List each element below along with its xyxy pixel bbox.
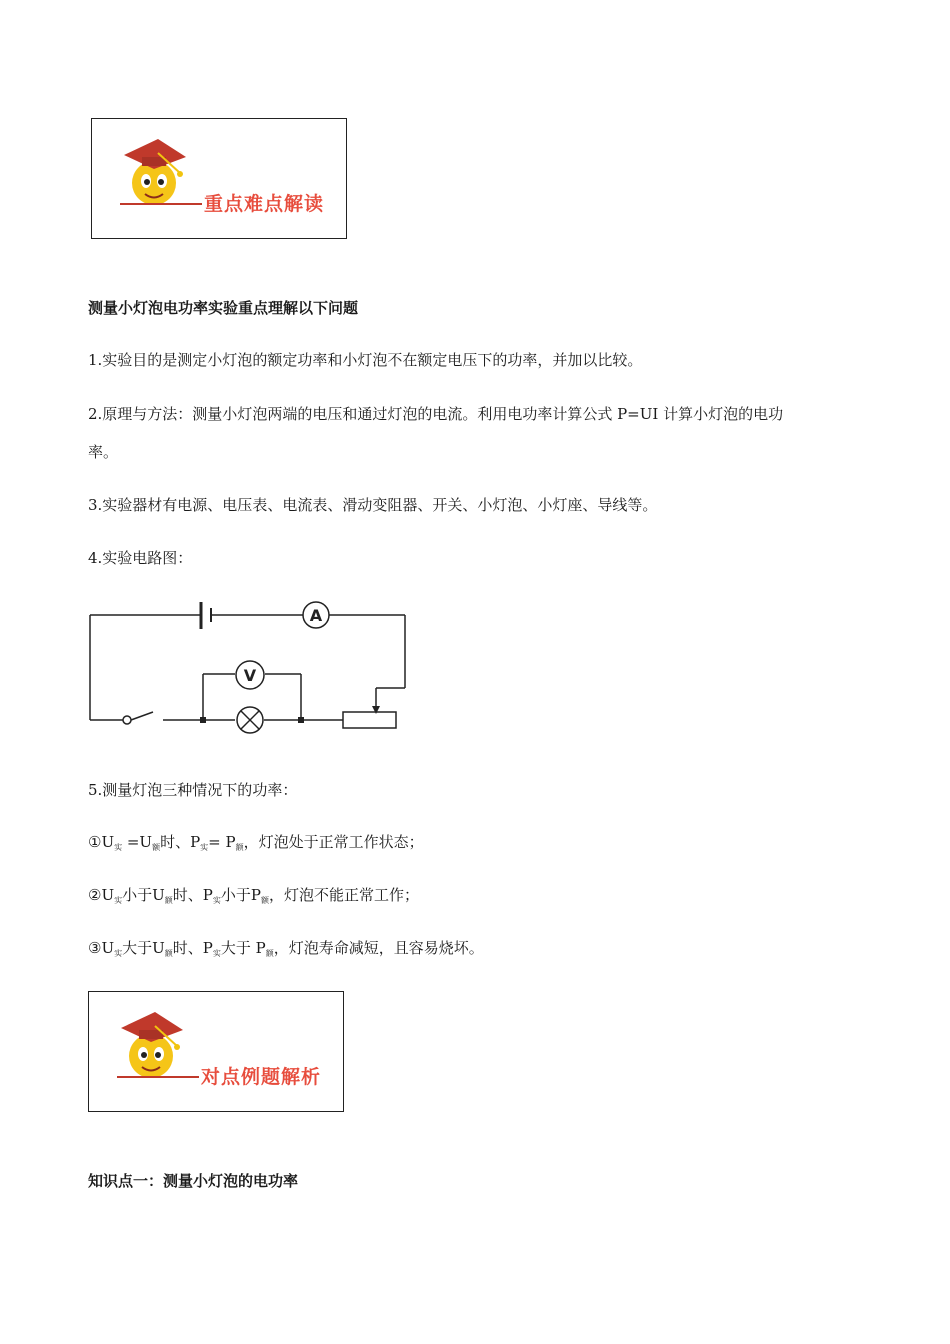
banner-title: 对点例题解析 [201, 1066, 322, 1088]
list-item: 1.实验目的是测定小灯泡的额定功率和小灯泡不在额定电压下的功率，并加以比较。 [88, 351, 643, 369]
list-item: 4.实验电路图： [88, 549, 193, 567]
voltmeter-label: V [243, 666, 257, 685]
junction-dot [298, 717, 304, 723]
ammeter-label: A [309, 606, 323, 625]
case-row: $②U_实$小于$U_额$时、$P_实$小于$P_额$，灯泡不能正常工作； [88, 886, 419, 905]
voltmeter-icon [236, 661, 264, 689]
circuit-diagram [85, 598, 415, 738]
list-item: 5.测量灯泡三种情况下的功率： [88, 781, 298, 799]
section-banner-examples [88, 991, 344, 1112]
ammeter-icon [303, 602, 329, 628]
banner-title: 重点难点解读 [204, 193, 325, 215]
junction-dot [200, 717, 206, 723]
list-item: 2.原理与方法：测量小灯泡两端的电压和通过灯泡的电流。利用电功率计算公式 P=UI 计算小灯泡的电功 [88, 405, 784, 423]
graduate-mascot-icon [111, 1006, 191, 1086]
list-item: 率。 [88, 443, 119, 461]
case-row: $①U_实 =U_额$时、$P_实= P_额$，灯泡处于正常工作状态； [88, 833, 424, 852]
list-item: 3.实验器材有电源、电压表、电流表、滑动变阻器、开关、小灯泡、小灯座、导线等。 [88, 496, 658, 514]
section-heading: 知识点一：测量小灯泡的电功率 [88, 1172, 299, 1190]
graduate-mascot-icon [114, 133, 194, 213]
section-heading: 测量小灯泡电功率实验重点理解以下问题 [88, 299, 359, 317]
rheostat-icon [343, 712, 396, 728]
lamp-icon [237, 707, 263, 733]
case-row: $③U_实$大于$U_额$时、$P_实$大于 $P_额$，灯泡寿命减短，且容易烧坏。 [88, 939, 484, 958]
switch-contact [123, 716, 131, 724]
section-banner-key-points [91, 118, 347, 239]
